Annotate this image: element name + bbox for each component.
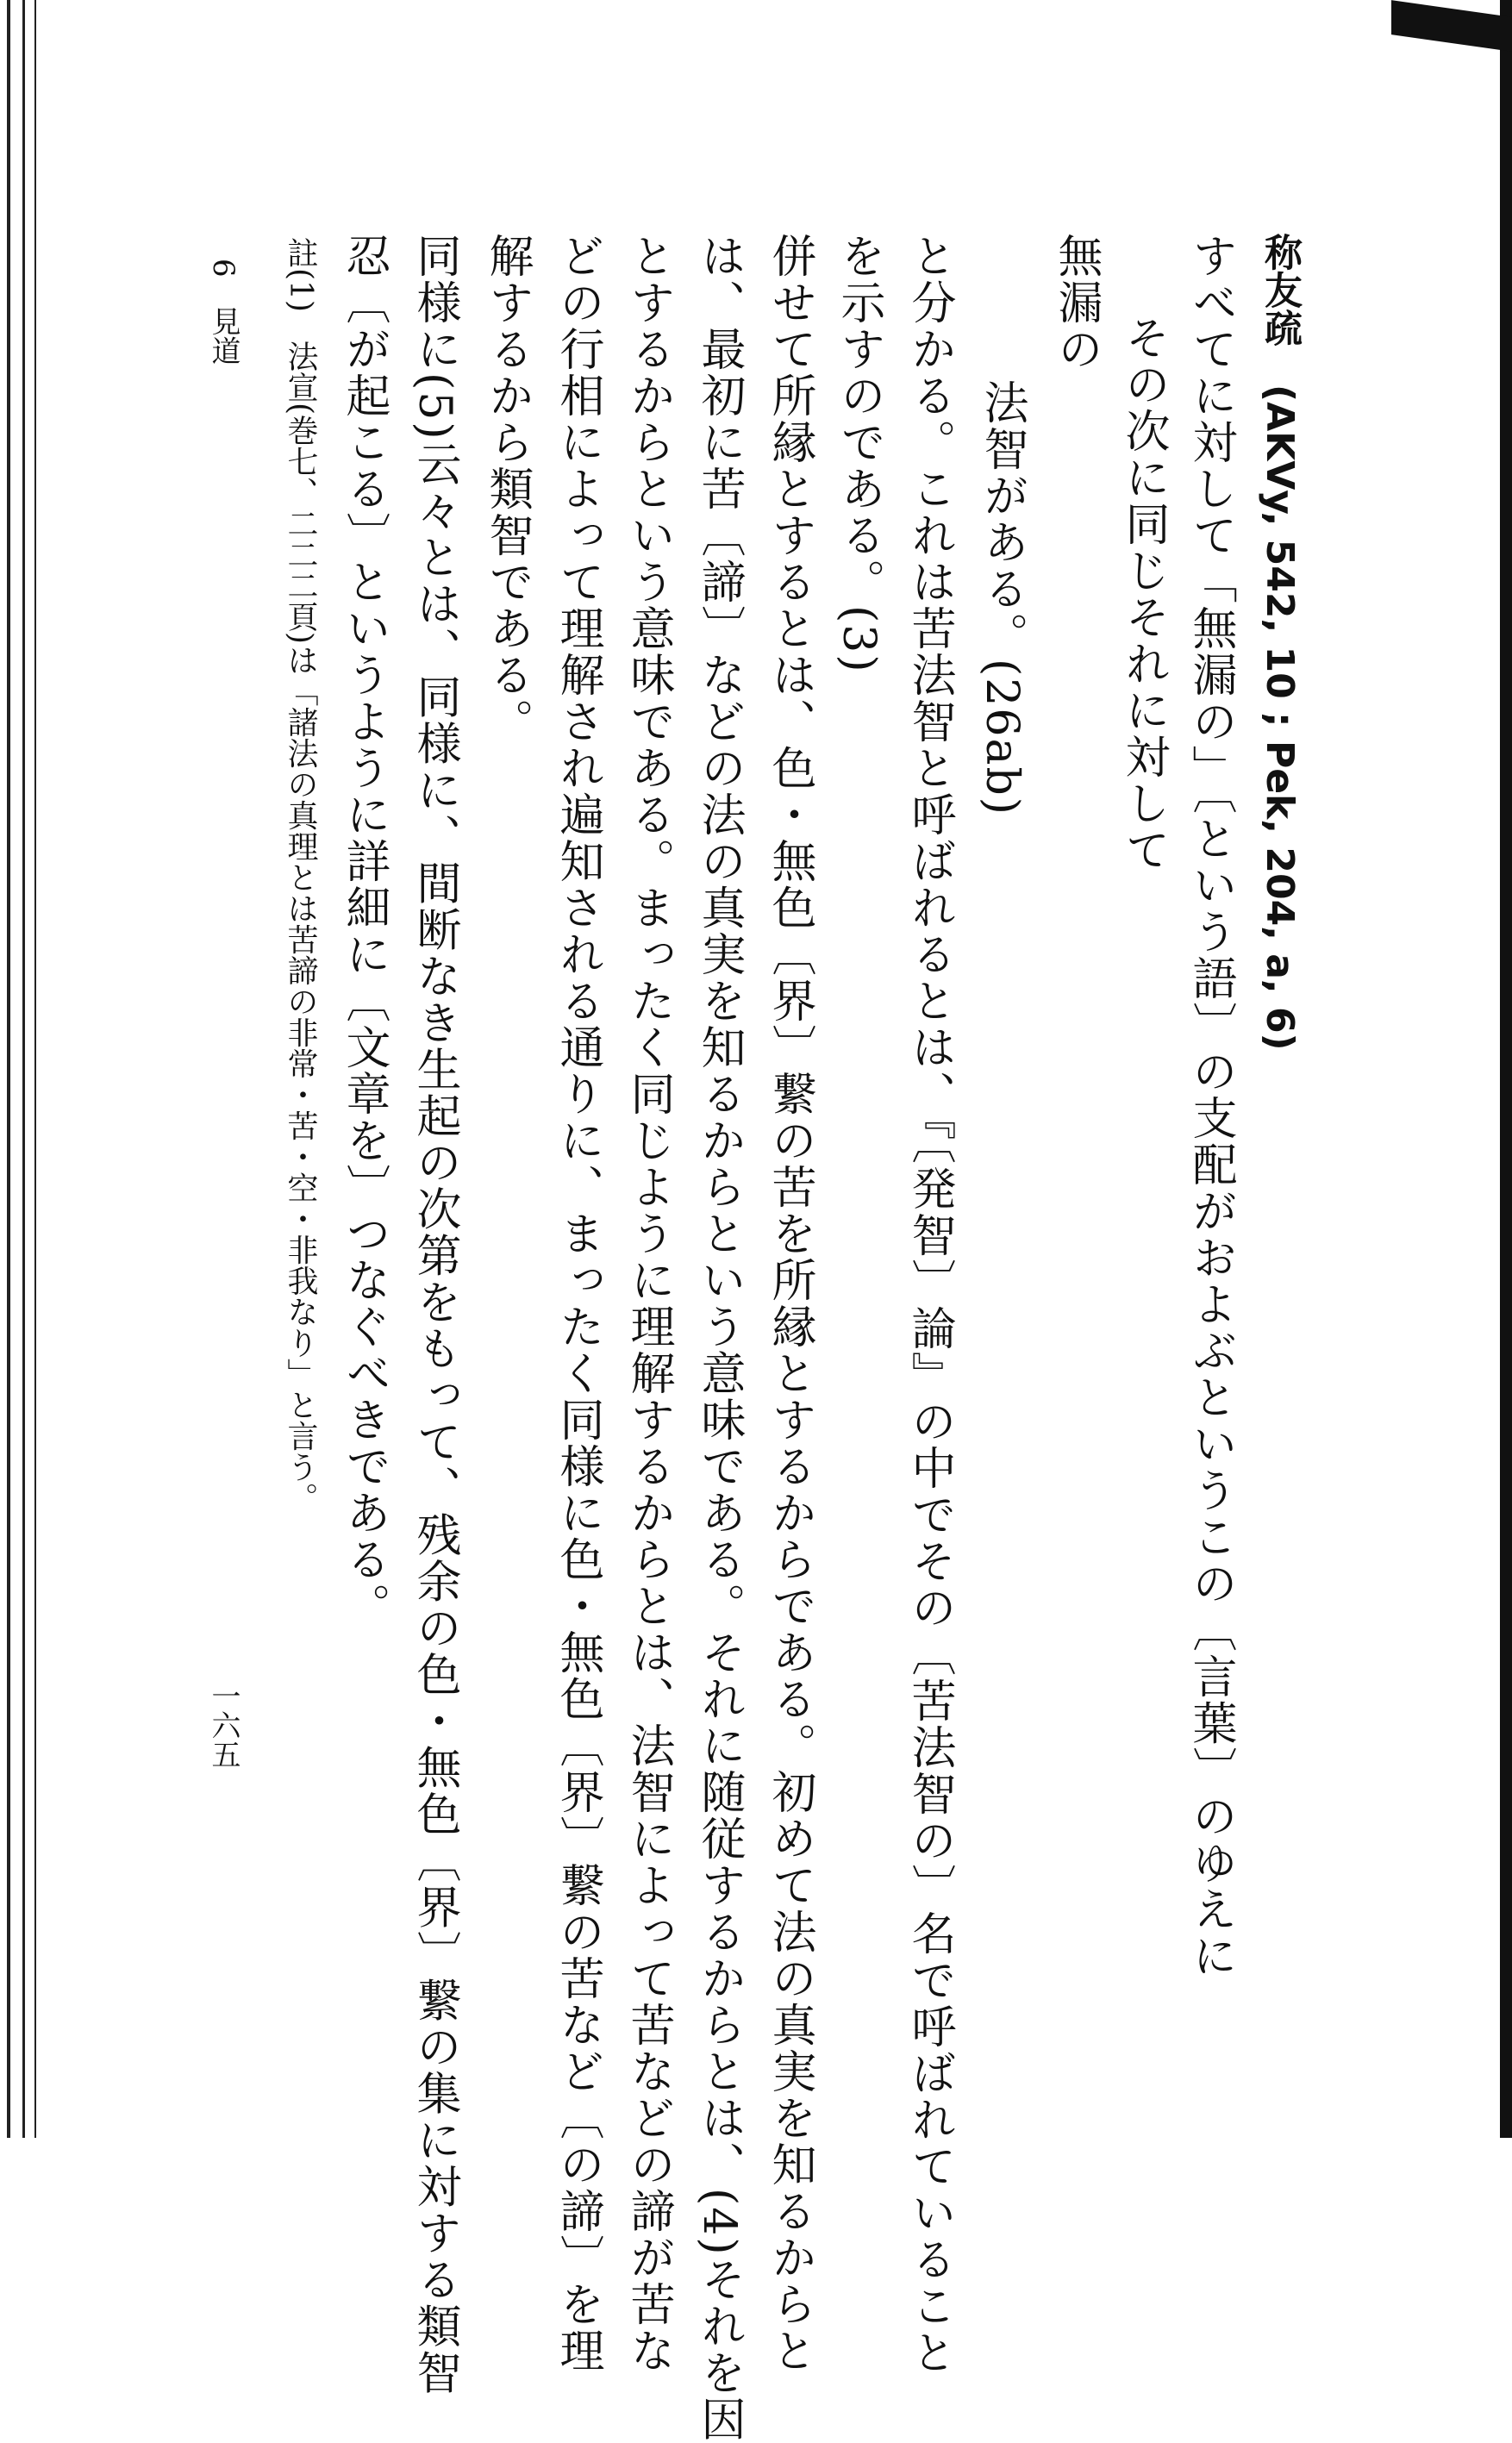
page-header: 称友疏 (AKVy, 542, 10 ; Pek, 204, a, 6) (1258, 233, 1302, 1051)
text-column-8: は、最初に苦〔諦〕などの法の真実を知るからという意味である。それに随従するからとは、(4)それを因 (693, 233, 745, 2443)
text-column-13: 忍〔が起こる〕というように詳細に〔文章を〕つなぐべきである。 (338, 233, 390, 1629)
text-column-12: 同様に(5)云々とは、同様に、間断なき生起の次第をもって、残余の色・無色〔界〕繋の集に対する類智 (409, 233, 460, 2396)
binding-edge-line (22, 0, 25, 2138)
text-column-6: を示すのである。(3) (833, 233, 884, 674)
text-column-10: どの行相によって理解され遍知される通りに、まったく同様に色・無色〔界〕繋の苦など〔の諦〕を理 (552, 233, 603, 2374)
page-number: 一六五 (206, 1681, 241, 1769)
scan-corner-shadow (1391, 0, 1512, 52)
text-column-11: 解するから類智である。 (481, 233, 533, 745)
text-column-4: 法智がある。(26ab) (976, 379, 1028, 817)
binding-edge-line (7, 0, 10, 2138)
text-column-3: 無漏の (1050, 233, 1102, 372)
footnote-text: 法宣(巻七、二二二頁)は「諸法の真理とは苦諦の非常・苦・空・非我なり」と言う。 (283, 341, 318, 1514)
text-column-7: 併せて所縁とするとは、色・無色〔界〕繋の苦を所縁とするからである。初めて法の真実を知るからと (764, 233, 815, 2374)
text-column-2: その次に同じそれに対して (1117, 315, 1169, 873)
text-column-9: とするからという意味である。まったく同じように理解するからとは、法智によって苦などの諦が苦な (622, 233, 674, 2374)
scan-edge-shadow (1500, 0, 1512, 2138)
section-label: 6 見道 (206, 259, 241, 366)
text-column-1: すべてに対して「無漏の」〔という語〕の支配がおよぶというこの〔言葉〕のゆえに (1184, 233, 1236, 1979)
footnote-label: 註(1) (283, 237, 318, 312)
text-column-5: と分かる。これは苦法智と呼ばれるとは、『〔発智〕論』の中でその〔苦法智の〕名で呼ばれていること (903, 233, 955, 2376)
binding-edge-line (34, 0, 36, 2138)
